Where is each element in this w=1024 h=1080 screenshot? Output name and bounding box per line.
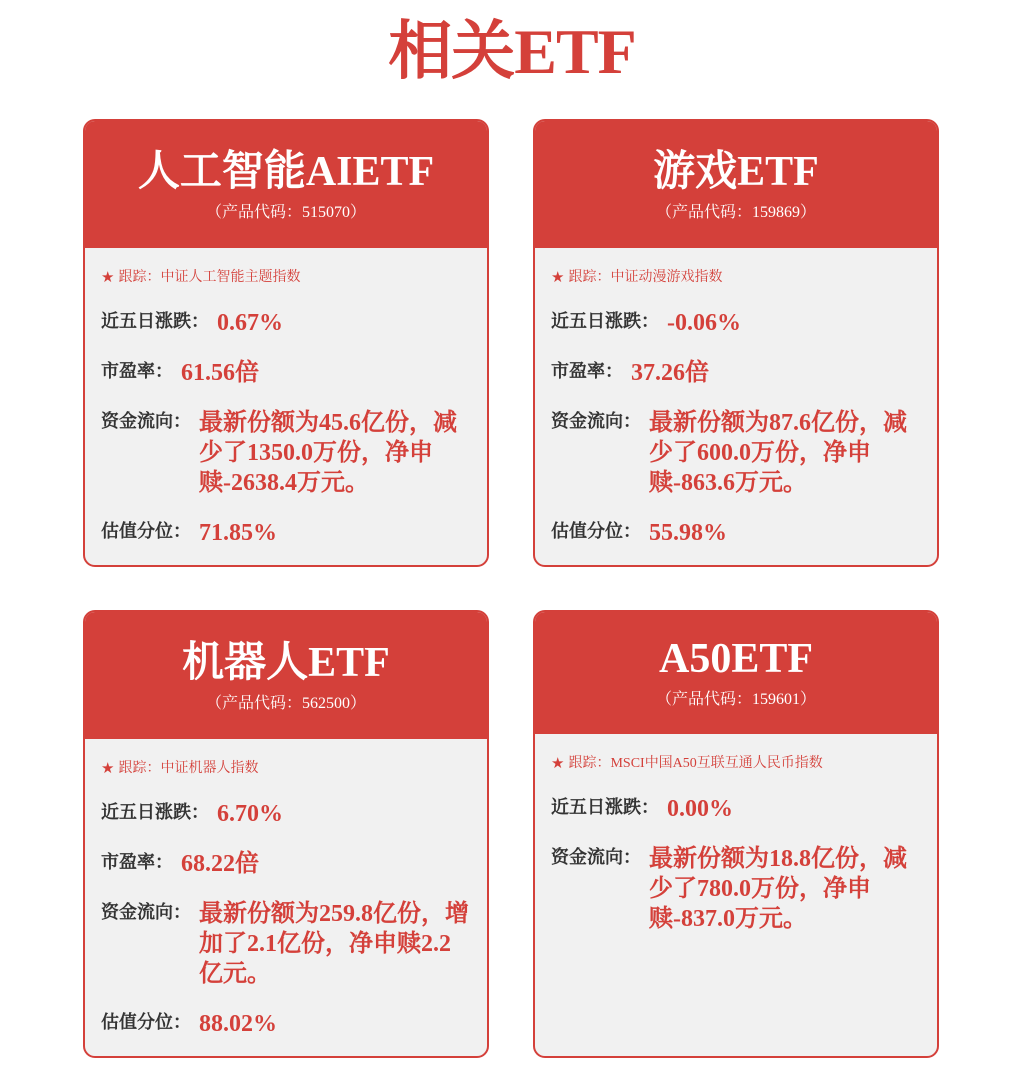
valuation-label: 估值分位： <box>101 521 191 542</box>
product-code: （产品代码：159869） <box>655 204 816 221</box>
valuation-row <box>101 518 471 548</box>
card-title: 游戏ETF <box>653 149 819 195</box>
star-icon: ★ <box>551 756 565 772</box>
five-day-row <box>101 799 471 829</box>
five-day-value: -0.06% <box>667 310 741 336</box>
five-day-label: 近五日涨跌： <box>101 311 209 332</box>
flow-row <box>101 899 471 989</box>
five-day-value: 0.67% <box>217 310 283 336</box>
pe-row <box>101 849 471 879</box>
track-index: MSCI中国A50互联互通人民币指数 <box>610 756 823 771</box>
flow-row <box>551 408 921 498</box>
etf-card-game <box>533 119 939 567</box>
track-label: 跟踪： <box>568 756 611 771</box>
five-day-row <box>551 308 921 338</box>
pe-label: 市盈率： <box>101 361 173 382</box>
five-day-row <box>551 794 921 824</box>
pe-label: 市盈率： <box>101 852 173 873</box>
pe-value: 61.56倍 <box>181 360 259 386</box>
flow-label: 资金流向： <box>551 411 641 432</box>
pe-row <box>101 358 471 388</box>
track-row <box>101 268 471 288</box>
star-icon: ★ <box>551 270 565 286</box>
five-day-label: 近五日涨跌： <box>551 311 659 332</box>
track-index: 中证机器人指数 <box>160 761 259 776</box>
track-row <box>551 754 921 774</box>
flow-row <box>551 844 921 934</box>
pe-label: 市盈率： <box>551 361 623 382</box>
flow-label: 资金流向： <box>101 902 191 923</box>
five-day-label: 近五日涨跌： <box>551 797 659 818</box>
flow-value: 最新份额为45.6亿份，减少了1350.0万份，净申赎-2638.4万元。 <box>199 410 457 496</box>
valuation-label: 估值分位： <box>551 521 641 542</box>
track-index: 中证动漫游戏指数 <box>610 270 723 285</box>
card-header <box>535 121 937 248</box>
card-title: A50ETF <box>658 636 813 682</box>
flow-value: 最新份额为259.8亿份，增加了2.1亿份，净申赎2.2亿元。 <box>199 901 469 987</box>
pe-value: 37.26倍 <box>631 360 709 386</box>
card-body <box>535 734 937 934</box>
flow-label: 资金流向： <box>551 847 641 868</box>
valuation-row <box>551 518 921 548</box>
five-day-label: 近五日涨跌： <box>101 802 209 823</box>
track-label: 跟踪： <box>118 270 161 285</box>
track-row <box>101 759 471 779</box>
card-body <box>85 739 487 1039</box>
card-header <box>85 612 487 739</box>
pe-value: 68.22倍 <box>181 851 259 877</box>
track-label: 跟踪： <box>568 270 611 285</box>
track-index: 中证人工智能主题指数 <box>160 270 301 285</box>
valuation-value: 55.98% <box>649 520 727 546</box>
product-code: （产品代码：515070） <box>205 204 366 221</box>
five-day-value: 0.00% <box>667 796 733 822</box>
five-day-value: 6.70% <box>217 801 283 827</box>
etf-card-ai <box>83 119 489 567</box>
etf-card-a50 <box>533 610 939 1058</box>
card-body <box>535 248 937 548</box>
flow-label: 资金流向： <box>101 411 191 432</box>
etf-card-robot <box>83 610 489 1058</box>
valuation-label: 估值分位： <box>101 1012 191 1033</box>
pe-row <box>551 358 921 388</box>
star-icon: ★ <box>101 270 115 286</box>
card-header <box>535 612 937 734</box>
track-label: 跟踪： <box>118 761 161 776</box>
card-body <box>85 248 487 548</box>
product-code: （产品代码：159601） <box>655 691 816 708</box>
valuation-value: 88.02% <box>199 1011 277 1037</box>
card-title: 机器人ETF <box>182 640 390 686</box>
five-day-row <box>101 308 471 338</box>
track-row <box>551 268 921 288</box>
valuation-value: 71.85% <box>199 520 277 546</box>
product-code: （产品代码：562500） <box>205 695 366 712</box>
flow-value: 最新份额为87.6亿份，减少了600.0万份，净申赎-863.6万元。 <box>649 410 907 496</box>
page-title: 相关ETF <box>388 16 636 87</box>
card-header <box>85 121 487 248</box>
valuation-row <box>101 1009 471 1039</box>
flow-row <box>101 408 471 498</box>
card-title: 人工智能AIETF <box>137 149 435 195</box>
flow-value: 最新份额为18.8亿份，减少了780.0万份，净申赎-837.0万元。 <box>649 846 907 932</box>
star-icon: ★ <box>101 761 115 777</box>
